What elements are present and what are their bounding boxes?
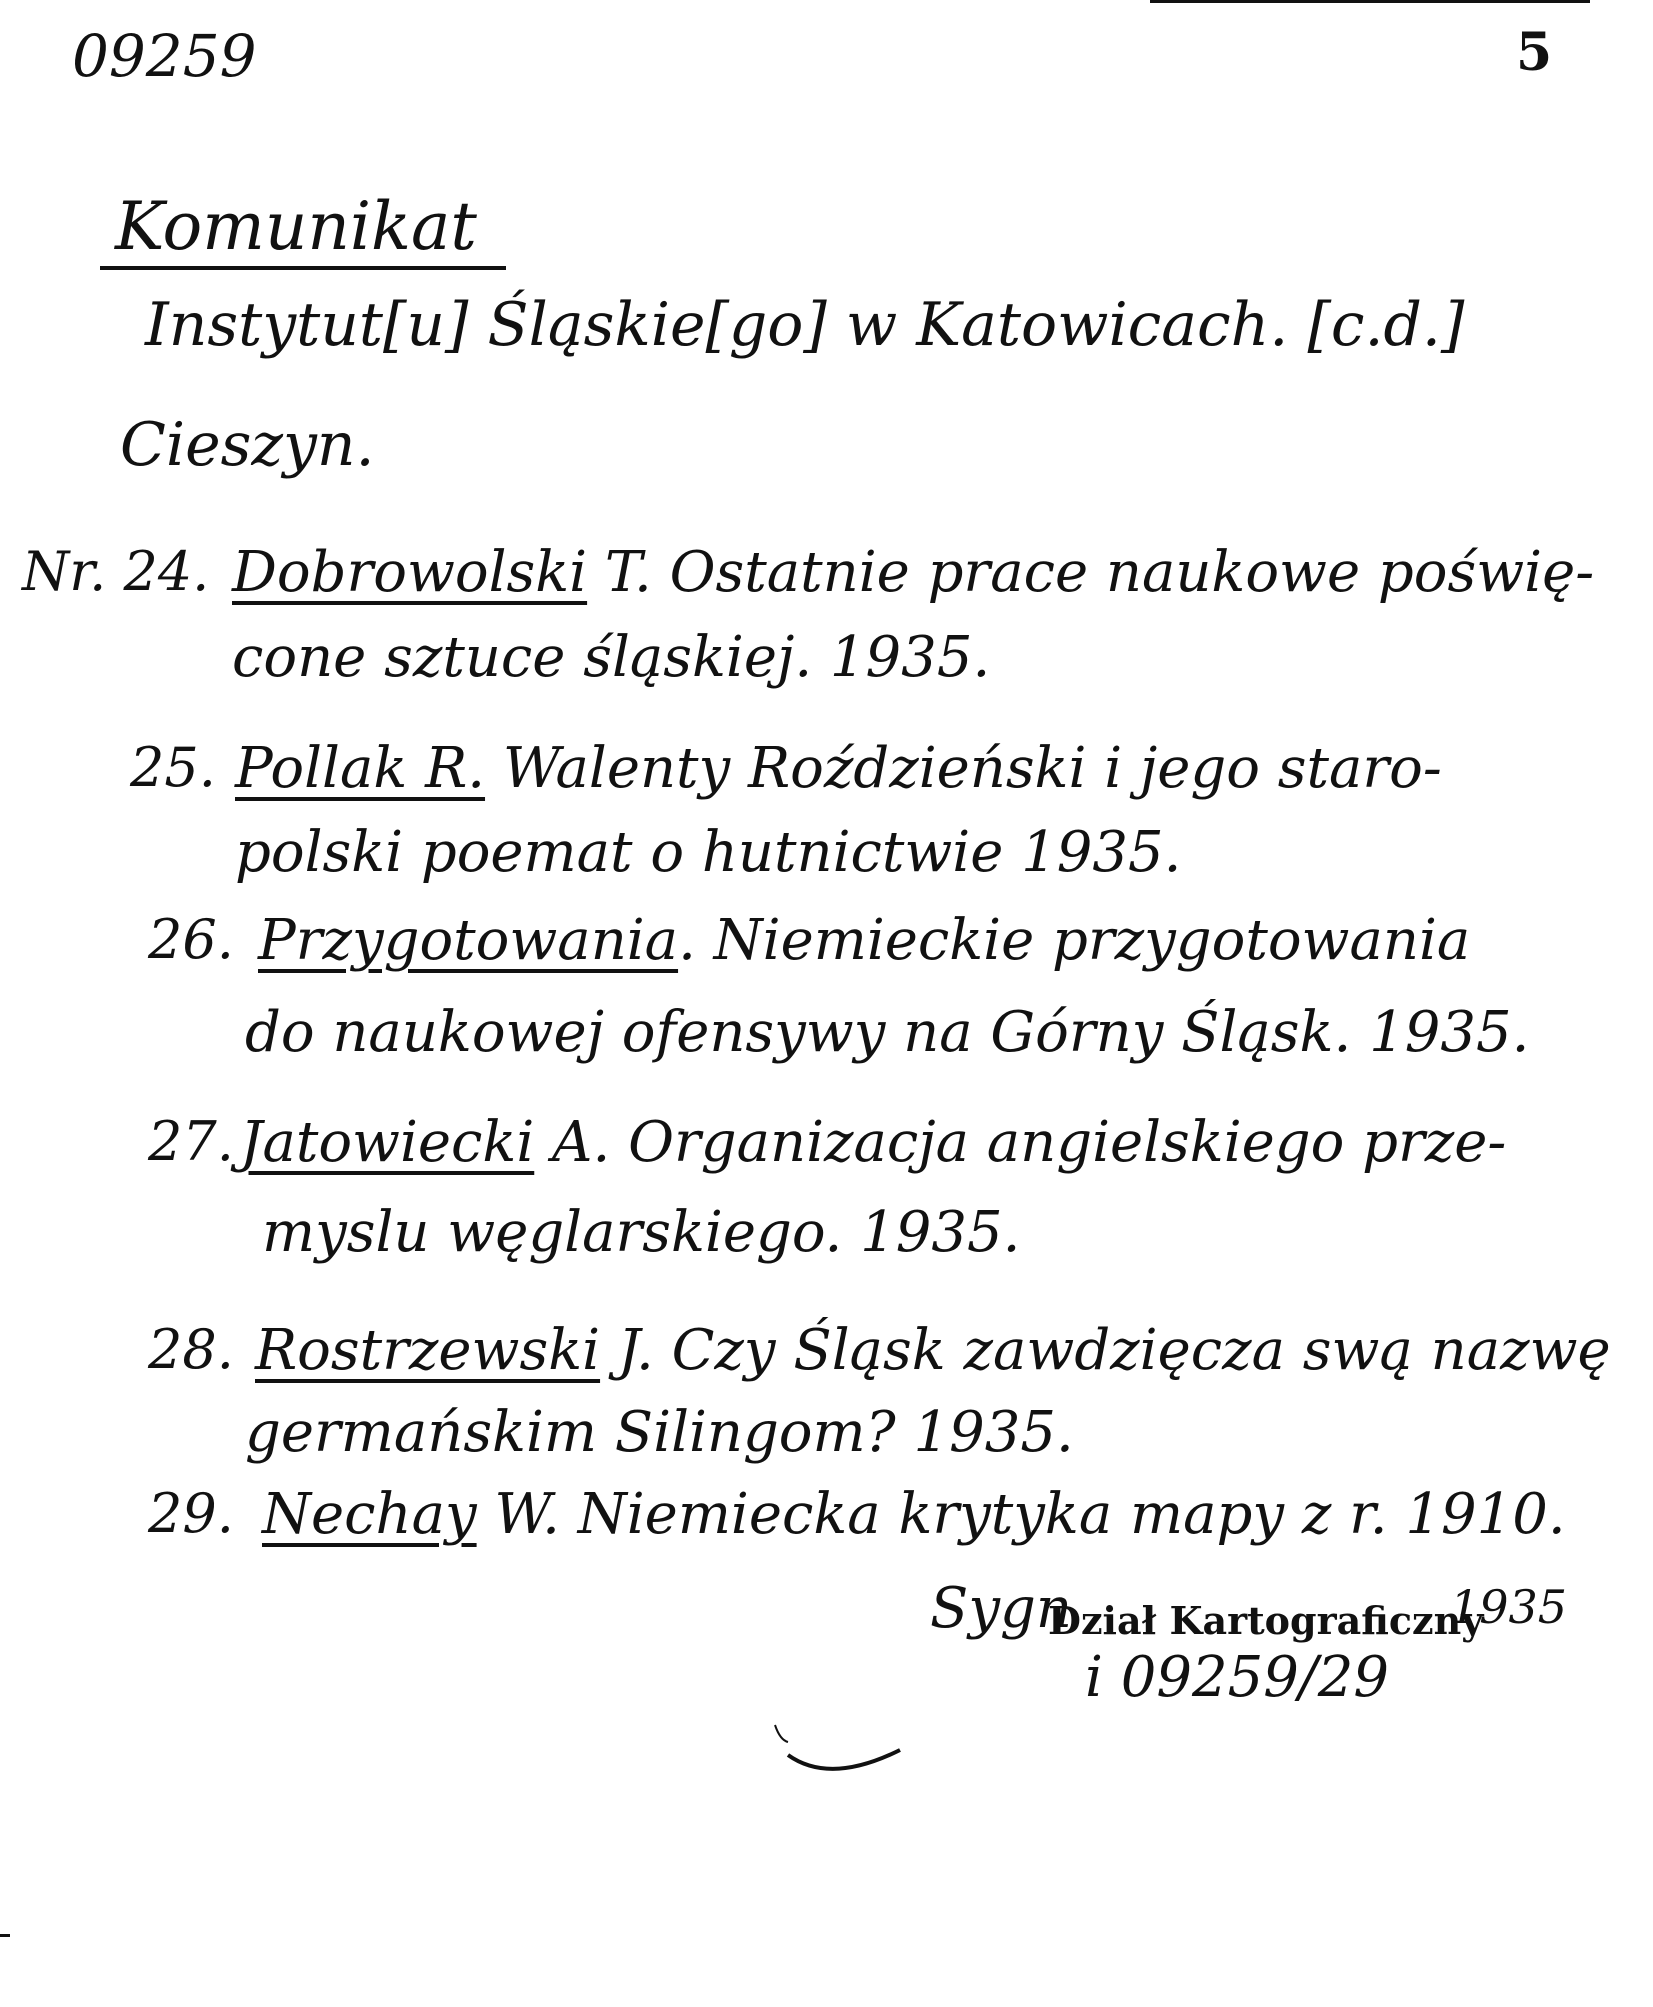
entry-text: J. Czy Śląsk zawdzięcza swą nazwę — [600, 1318, 1611, 1383]
entry-line-1 — [258, 908, 1470, 973]
document-subtitle: Instytut[u] Śląskie[go] w Katowicach. [c.d.] — [145, 290, 1465, 360]
entry-author: Jatowiecki — [240, 1110, 535, 1175]
entry-number: 29. — [148, 1482, 234, 1545]
stamp-year: 1935 — [1450, 1580, 1568, 1634]
entry-number: 25. — [130, 736, 216, 799]
entry-author: Rostrzewski — [255, 1318, 601, 1383]
entry-line-1 — [240, 1110, 1506, 1175]
entry-line-2: cone sztuce śląskiej. 1935. — [232, 625, 991, 690]
title-underline — [100, 266, 506, 270]
margin-tick — [0, 1934, 10, 1937]
department-stamp: Dział Kartograficzny — [1048, 1598, 1484, 1643]
entry-line-1 — [232, 540, 1594, 605]
catalog-number: 09259 — [72, 22, 257, 90]
document-title: Komunikat — [115, 188, 477, 265]
entry-line-2: do naukowej ofensywy na Górny Śląsk. 1935. — [245, 1000, 1530, 1065]
entry-line-1 — [255, 1318, 1611, 1383]
entry-author: Przygotowania — [258, 908, 679, 973]
entry-text: W. Niemiecka krytyka mapy z r. 1910. — [476, 1482, 1566, 1547]
place-heading: Cieszyn. — [120, 410, 375, 480]
entry-number: 28. — [148, 1318, 234, 1381]
signature-prefix: Sygn — [930, 1576, 1072, 1641]
entry-author: Nechay — [262, 1482, 477, 1547]
entry-author: Pollak R. — [235, 736, 486, 801]
entry-number: 26. — [148, 908, 234, 971]
entry-number: 27. — [148, 1110, 234, 1173]
entry-line-1 — [235, 736, 1442, 801]
entry-line-2: germańskim Silingom? 1935. — [245, 1400, 1074, 1465]
entry-line-2: myslu węglarskiego. 1935. — [262, 1200, 1021, 1265]
entry-text: T. Ostatnie prace naukowe poświę- — [587, 540, 1595, 605]
entry-author: Dobrowolski — [232, 540, 588, 605]
entry-line-2: polski poemat o hutnictwie 1935. — [235, 820, 1182, 885]
signature-line-2: i 09259/29 — [1085, 1645, 1389, 1710]
entry-text: Walenty Roździeński i jego staro- — [485, 736, 1442, 801]
entry-text: A. Organizacja angielskiego prze- — [534, 1110, 1507, 1175]
top-edge-line — [1150, 0, 1590, 3]
entry-text: . Niemieckie przygotowania — [678, 908, 1471, 973]
page-number: 5 — [1516, 22, 1553, 83]
entry-number: Nr. 24. — [22, 540, 210, 603]
entry-line-1 — [262, 1482, 1566, 1547]
pen-flourish-mark — [770, 1720, 910, 1780]
